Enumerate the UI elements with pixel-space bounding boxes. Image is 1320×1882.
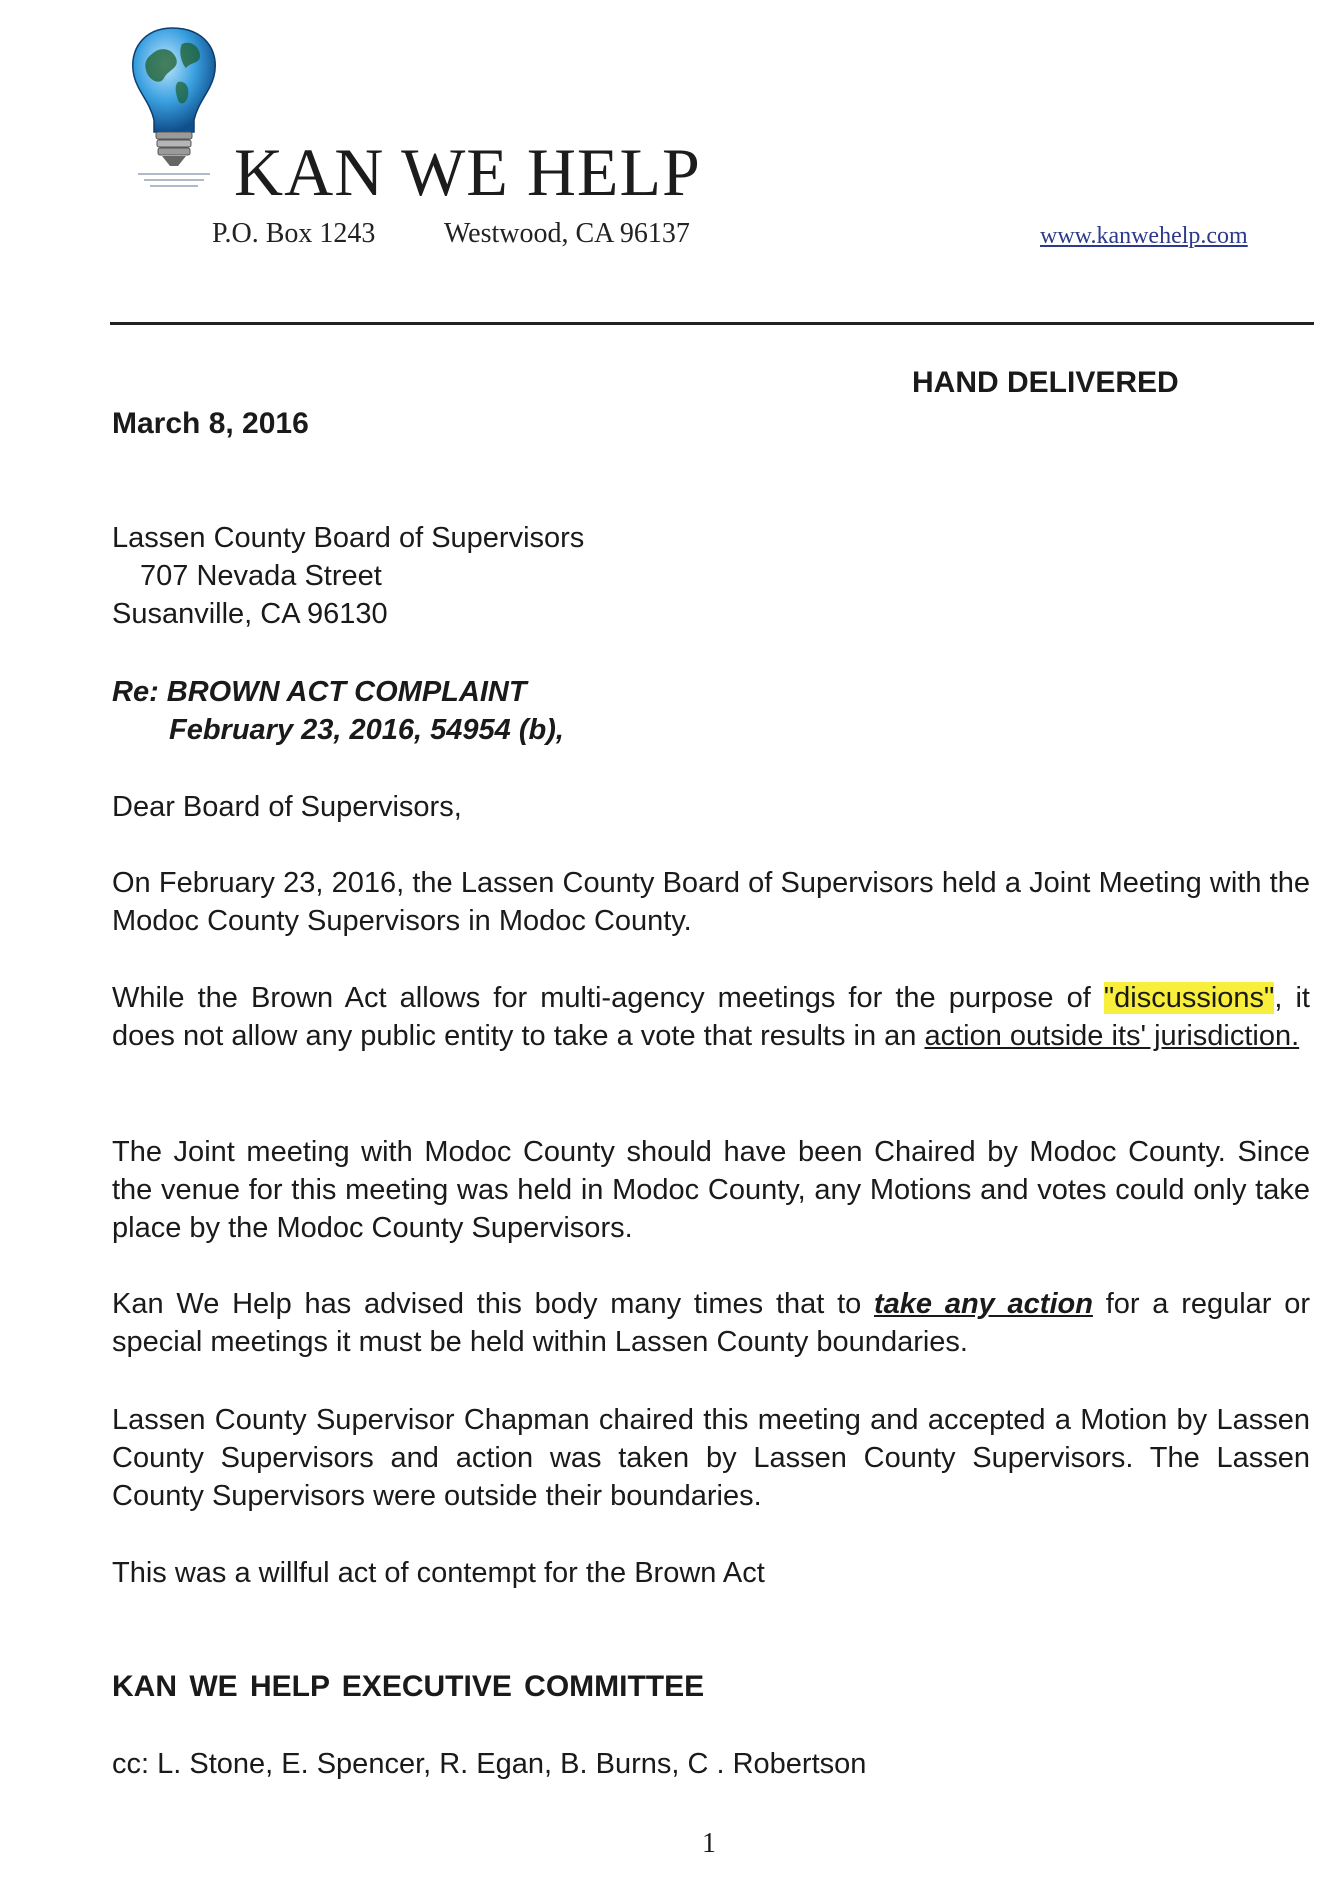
salutation: Dear Board of Supervisors, [112, 791, 462, 823]
subject-line1: Re: BROWN ACT COMPLAINT [112, 676, 527, 708]
page-number: 1 [702, 1828, 716, 1859]
org-name: KAN WE HELP [234, 134, 701, 210]
recipient-address [112, 519, 584, 633]
lightbulb-globe-icon [124, 24, 244, 194]
paragraph-5: Lassen County Supervisor Chapman chaired this meeting and accepted a Motion by Lassen County Supervisors and action was taken by Lassen County Supervisors. The Lassen County Supervisors were outside their boundaries. [112, 1404, 1310, 1512]
recipient-line3: Susanville, CA 96130 [112, 598, 388, 630]
underlined-jurisdiction: action outside its' jurisdiction. [924, 1020, 1300, 1052]
paragraph-2 [112, 979, 1310, 1055]
po-box: P.O. Box 1243 [212, 218, 376, 249]
website-link[interactable]: www.kanwehelp.com [1040, 223, 1248, 249]
highlighted-discussions: "discussions" [1103, 982, 1275, 1014]
paragraph-2-text-b: , it does not allow any public entity to take a vote that results in an [112, 982, 1310, 1052]
cc-line: cc: L. Stone, E. Spencer, R. Egan, B. Burns, C . Robertson [112, 1748, 867, 1780]
city-line: Westwood, CA 96137 [444, 218, 690, 249]
subject-line2: February 23, 2016, 54954 (b), [169, 714, 564, 746]
paragraph-3: The Joint meeting with Modoc County should have been Chaired by Modoc County. Since the venue for this meeting was held in Modoc County, any Motions and votes could only take place by the Modoc County Supervisors. [112, 1136, 1310, 1244]
signoff: KAN WE HELP EXECUTIVE COMMITTEE [112, 1670, 705, 1703]
paragraph-1: On February 23, 2016, the Lassen County Board of Supervisors held a Joint Meeting with the Modoc County Supervisors in Modoc County. [112, 867, 1310, 937]
paragraph-4 [112, 1285, 1310, 1361]
paragraph-6: This was a willful act of contempt for the Brown Act [112, 1557, 765, 1589]
header-divider [110, 322, 1314, 325]
recipient-line2: 707 Nevada Street [140, 560, 382, 592]
paragraph-2-text-a: While the Brown Act allows for multi-agency meetings for the purpose of [112, 982, 1104, 1014]
paragraph-4-text-b: for a regular or special meetings it must be held within Lassen County boundaries. [112, 1288, 1311, 1358]
recipient-line1: Lassen County Board of Supervisors [112, 522, 585, 554]
letter-date: March 8, 2016 [112, 407, 309, 440]
emphasis-take-any-action: take any action [874, 1288, 1093, 1320]
paragraph-4-text-a: Kan We Help has advised this body many times that to [112, 1288, 875, 1320]
delivery-note: HAND DELIVERED [912, 366, 1179, 399]
subject-block [112, 673, 564, 749]
